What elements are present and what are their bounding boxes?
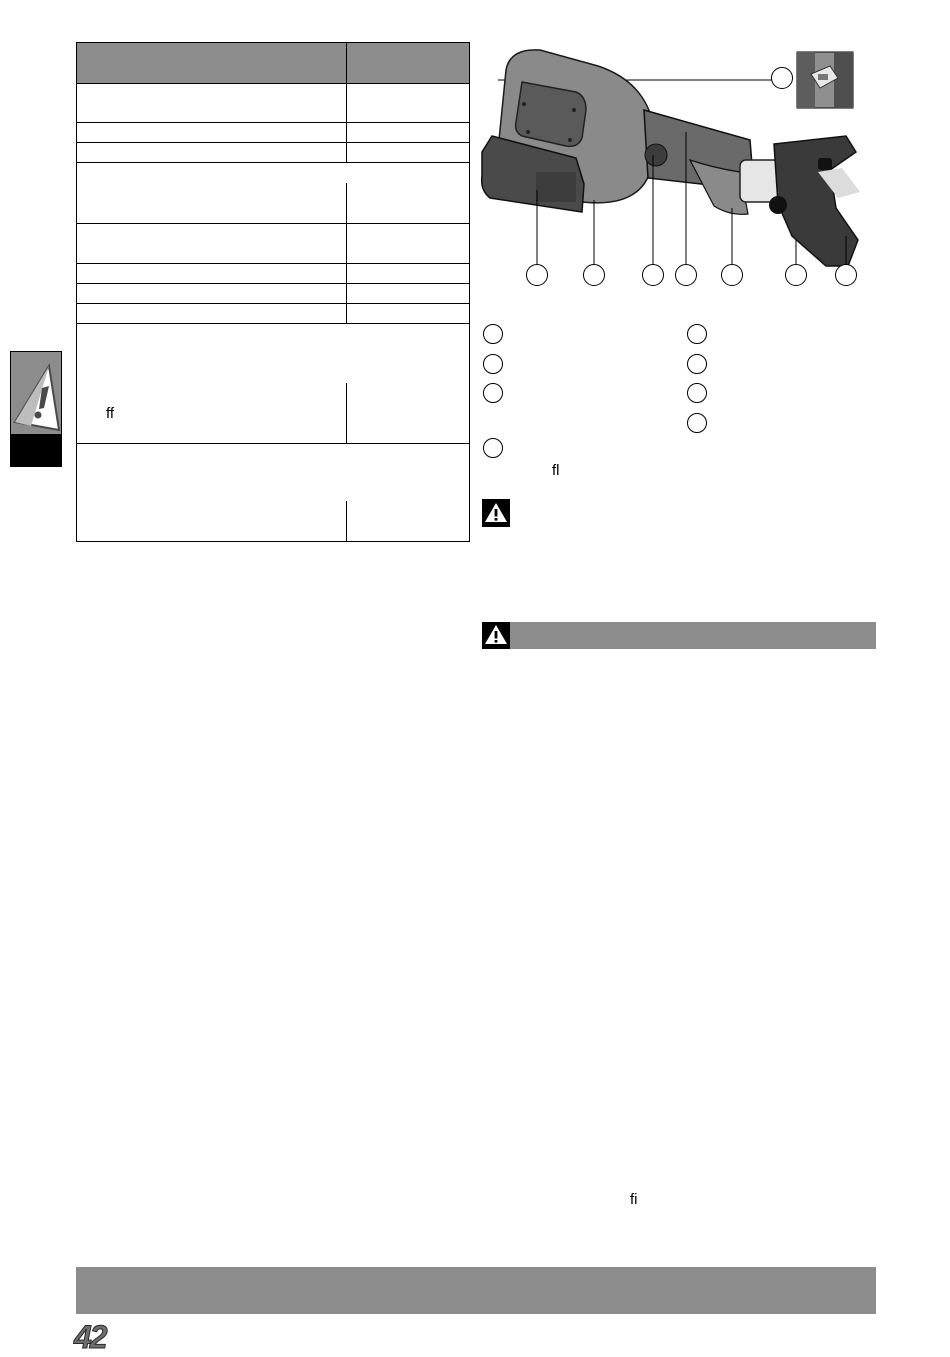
callout-circle-5 (722, 265, 743, 286)
warning-triangle-icon (482, 499, 510, 527)
legend-circle (687, 383, 707, 403)
crimping-tool-figure (478, 40, 878, 290)
table-row-divider (77, 162, 469, 163)
table-row-divider (77, 263, 469, 264)
legend-circle (483, 383, 503, 403)
page-number: 42 (74, 1319, 106, 1355)
table-row-divider (77, 142, 469, 143)
callout-circle-3 (643, 265, 664, 286)
footer-bar (76, 1267, 876, 1314)
callout-circle-7 (836, 265, 857, 286)
callout-circle-6 (786, 265, 807, 286)
ligature-fi: fi (630, 1191, 638, 1208)
spec-table (76, 42, 470, 542)
table-header (77, 43, 469, 83)
table-row-divider (77, 223, 469, 224)
warning-triangle-icon (482, 622, 510, 649)
legend-circle (687, 324, 707, 344)
table-row-divider (77, 303, 469, 304)
callout-circle-1 (527, 265, 548, 286)
side-warning-tab (10, 351, 62, 467)
callout-circle-inset (772, 68, 793, 89)
table-row-divider (77, 443, 469, 444)
table-row-divider (77, 122, 469, 123)
table-row-divider (77, 323, 469, 324)
exclamation-warning-icon (11, 352, 63, 436)
inset-photo (797, 52, 853, 108)
ligature-fl: fl (552, 462, 560, 479)
section-heading-bar (482, 622, 876, 649)
legend-circle (483, 438, 503, 458)
legend-circle (483, 324, 503, 344)
table-row-divider (77, 283, 469, 284)
table-row-divider (77, 83, 469, 84)
legend-circle (687, 354, 707, 374)
legend-circle (687, 413, 707, 433)
callout-circle-2 (584, 265, 605, 286)
legend-circle (483, 354, 503, 374)
callout-circle-4 (676, 265, 697, 286)
ligature-ff: ff (106, 405, 115, 422)
